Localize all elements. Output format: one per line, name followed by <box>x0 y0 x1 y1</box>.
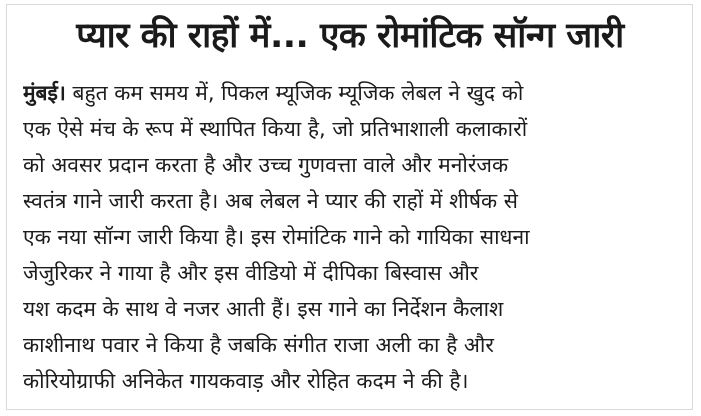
article-line-2: एक ऐसे मंच के रूप में स्थापित किया है, जो प्रतिभाशाली कलाकारों <box>23 117 528 141</box>
article-line-1 <box>23 75 681 111</box>
article-line-8: काशीनाथ पवार ने किया है जबकि संगीत राजा अली का है और <box>23 333 494 357</box>
article-line-1-text: बहुत कम समय में, पिकल म्यूजिक म्यूजिक लेबल ने खुद को <box>65 81 524 105</box>
article-line-9: कोरियोग्राफी अनिकेत गायकवाड़ और रोहित कदम ने की है। <box>23 369 469 393</box>
article-line-6: जेजुरिकर ने गाया है और इस वीडियो में दीपिका बिस्वास और <box>23 261 479 285</box>
dateline: मुंबई। <box>23 81 66 105</box>
article-line-7: यश कदम के साथ वे नजर आती हैं। इस गाने का निर्देशन कैलाश <box>23 297 504 321</box>
article-line-4: स्वतंत्र गाने जारी करता है। अब लेबल ने प्यार की राहों में शीर्षक से <box>23 189 518 213</box>
article-line-3: को अवसर प्रदान करता है और उच्च गुणवत्ता वाले और मनोरंजक <box>23 153 509 177</box>
clipping-frame <box>6 4 693 410</box>
headline: प्यार की राहों में... एक रोमांटिक सॉन्ग जारी <box>76 16 624 56</box>
article-line-5: एक नया सॉन्ग जारी किया है। इस रोमांटिक गाने को गायिका साधना <box>23 225 530 249</box>
article-body <box>23 75 681 399</box>
